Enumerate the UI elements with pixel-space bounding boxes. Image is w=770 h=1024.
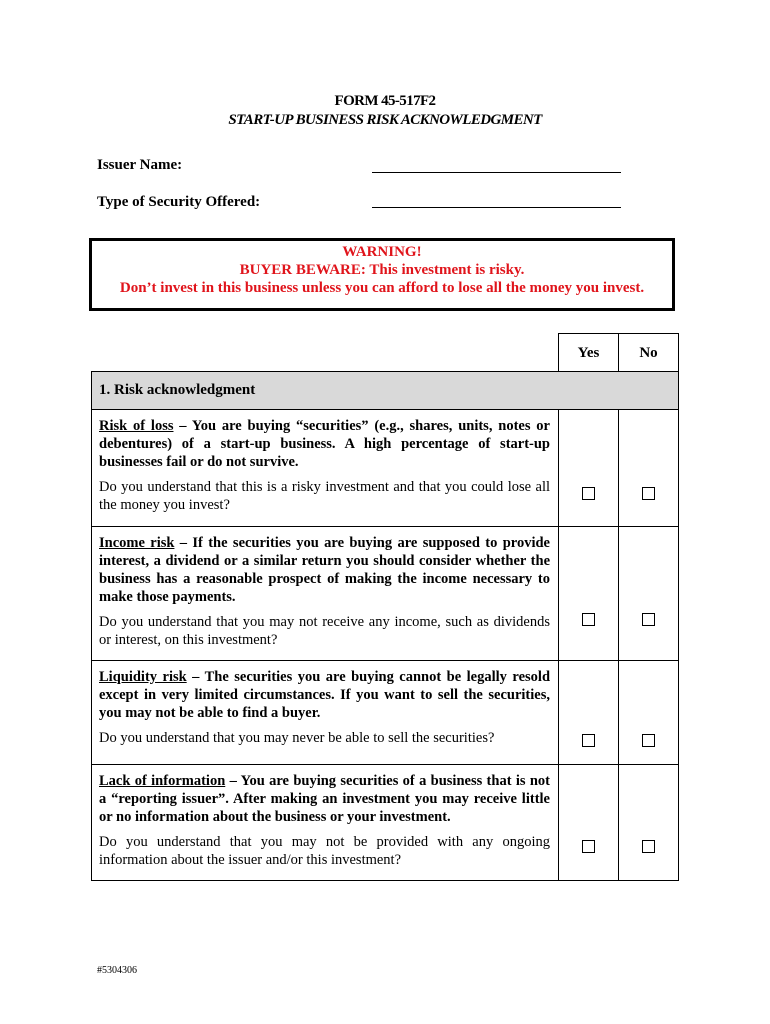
table-row-liquidity-risk xyxy=(91,661,679,765)
no-checkbox[interactable] xyxy=(642,613,655,626)
no-checkbox[interactable] xyxy=(642,840,655,853)
table-row-lack-of-information xyxy=(91,765,679,881)
row-description xyxy=(99,772,550,826)
warning-box xyxy=(89,238,675,311)
row-heading: Risk of loss xyxy=(99,418,174,434)
yes-checkbox[interactable] xyxy=(582,487,595,500)
row-question: Do you understand that this is a risky investment and that you could lose all the money you invest? xyxy=(99,479,550,513)
document-id: #5304306 xyxy=(97,965,137,976)
column-header-no: No xyxy=(618,333,679,372)
row-description-text: – The securities you are buying cannot be legally resold except in very limited circumstances. If you want to sell the securities, you may not be able to find a buyer. xyxy=(99,669,551,721)
risk-table xyxy=(91,333,679,881)
warning-buyer-beware: BUYER BEWARE: This investment is risky. xyxy=(239,262,525,278)
form-number: FORM 45-517F2 xyxy=(334,93,436,109)
row-description xyxy=(99,668,550,722)
yes-checkbox[interactable] xyxy=(582,840,595,853)
form-title: START-UP BUSINESS RISK ACKNOWLEDGMENT xyxy=(228,112,542,128)
warning-heading: WARNING! xyxy=(342,244,422,260)
row-heading: Income risk xyxy=(99,535,175,551)
issuer-name-label: Issuer Name: xyxy=(97,157,183,173)
security-type-field[interactable] xyxy=(372,207,621,208)
issuer-name-field[interactable] xyxy=(372,172,621,173)
row-heading: Lack of information xyxy=(99,773,226,789)
row-description xyxy=(99,534,550,606)
row-description xyxy=(99,417,550,471)
table-row-income-risk xyxy=(91,527,679,661)
no-checkbox[interactable] xyxy=(642,487,655,500)
security-type-label: Type of Security Offered: xyxy=(97,194,261,210)
yes-checkbox[interactable] xyxy=(582,613,595,626)
table-row-risk-of-loss xyxy=(91,410,679,527)
row-description-text: – If the securities you are buying are supposed to provide interest, a dividend or a similar return you should consider whether the business has a reasonable prospect of making the income necessary to make those payments. xyxy=(99,535,550,605)
section-header: 1. Risk acknowledgment xyxy=(91,371,679,410)
no-checkbox[interactable] xyxy=(642,734,655,747)
row-question: Do you understand that you may never be able to sell the securities? xyxy=(99,730,495,746)
row-description-text: – You are buying “securities” (e.g., shares, units, notes or debentures) of a start-up business. A high percentage of start-up businesses fail or do not survive. xyxy=(99,418,550,470)
row-heading: Liquidity risk xyxy=(99,669,187,685)
yes-checkbox[interactable] xyxy=(582,734,595,747)
warning-message: Don’t invest in this business unless you can afford to lose all the money you invest. xyxy=(119,280,645,296)
column-header-yes: Yes xyxy=(558,333,619,372)
row-description-text: – You are buying securities of a business that is not a “reporting issuer”. After making an investment you may receive little or no information about the business or your investment. xyxy=(99,773,550,825)
row-question: Do you understand that you may not receive any income, such as dividends or interest, on this investment? xyxy=(99,614,550,648)
row-question: Do you understand that you may not be provided with any ongoing information about the issuer and/or this investment? xyxy=(99,834,550,868)
